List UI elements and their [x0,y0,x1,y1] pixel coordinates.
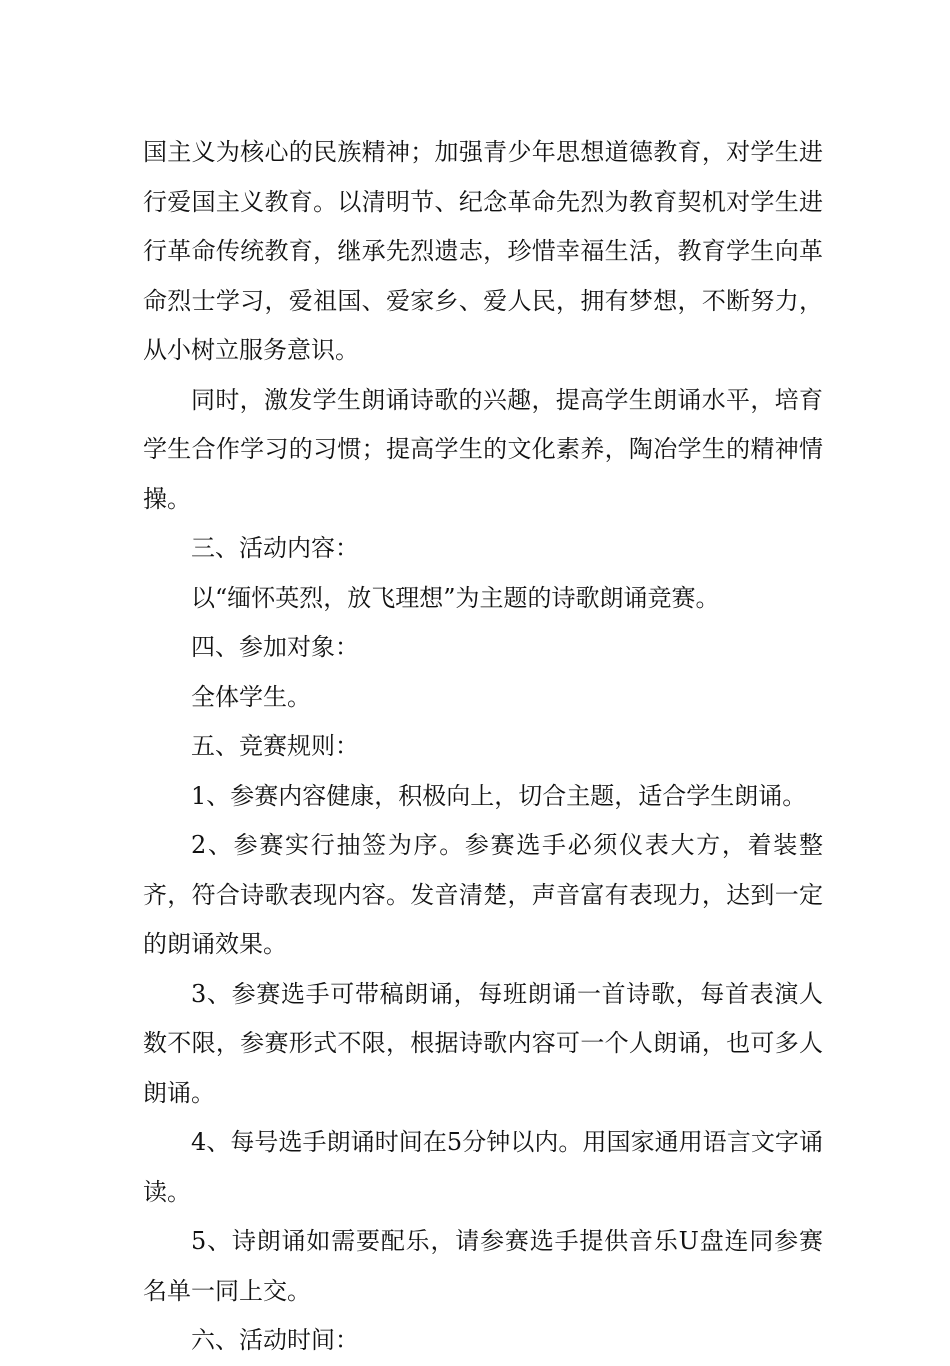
document-body [143,128,823,1366]
paragraph-intro: 国主义为核心的民族精神；加强青少年思想道德教育，对学生进行爱国主义教育。以清明节、纪念革命先烈为教育契机对学生进行革命传统教育，继承先烈遗志，珍惜幸福生活，教育学生向革命烈士学习，爱祖国、爱家乡、爱人民，拥有梦想，不断努力，从小树立服务意识。 [143,138,823,364]
section-heading-participants: 四、参加对象： [191,633,359,661]
rule-item-2: 2、参赛实行抽签为序。参赛选手必须仪表大方，着装整齐，符合诗歌表现内容。发音清楚，声音富有表现力，达到一定的朗诵效果。 [143,831,823,958]
section-heading-rules: 五、竞赛规则： [191,732,359,760]
rule-item-1: 1、参赛内容健康，积极向上，切合主题，适合学生朗诵。 [191,781,807,810]
paragraph-participants: 全体学生。 [191,682,311,711]
section-heading-content: 三、活动内容： [191,534,359,562]
section-heading-time: 六、活动时间： [191,1326,359,1354]
paragraph-goal: 同时，激发学生朗诵诗歌的兴趣，提高学生朗诵水平，培育学生合作学习的习惯；提高学生的文化素养，陶冶学生的精神情操。 [143,385,823,513]
rule-item-3: 3、参赛选手可带稿朗诵，每班朗诵一首诗歌，每首表演人数不限，参赛形式不限，根据诗歌内容可一个人朗诵，也可多人朗诵。 [143,979,823,1107]
rule-item-5: 5、诗朗诵如需要配乐，请参赛选手提供音乐U盘连同参赛名单一同上交。 [143,1227,823,1305]
rule-item-4: 4、每号选手朗诵时间在5分钟以内。用国家通用语言文字诵读。 [143,1128,823,1206]
paragraph-content: 以“缅怀英烈，放飞理想”为主题的诗歌朗诵竞赛。 [191,583,720,612]
